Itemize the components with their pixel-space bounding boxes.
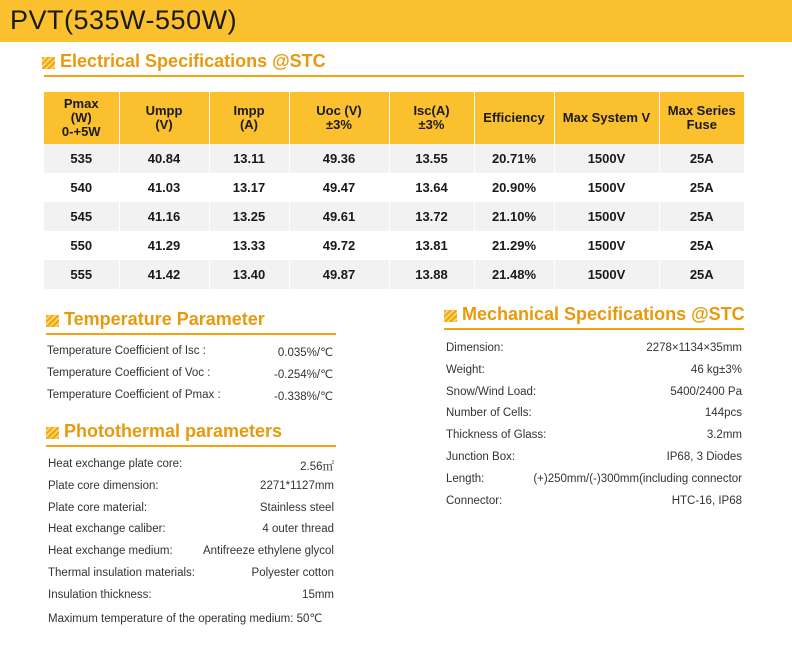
table-cell: 20.90%: [474, 173, 554, 202]
photothermal-value: Antifreeze ethylene glycol: [202, 545, 334, 558]
mechanical-heading: [444, 304, 745, 325]
table-cell: 21.48%: [474, 260, 554, 289]
table-row: [44, 173, 744, 202]
temperature-value: -0.338%/℃: [274, 391, 333, 403]
photothermal-label: Maximum temperature of the operating medium: 50℃: [48, 612, 323, 625]
electrical-table: [44, 92, 744, 289]
photothermal-label: Insulation thickness:: [48, 588, 152, 601]
column-header-line: (W): [70, 110, 92, 125]
table-cell: 25A: [659, 144, 744, 173]
table-cell: 1500V: [554, 231, 659, 260]
column-header-line: (A): [239, 117, 259, 132]
table-cell: 1500V: [554, 202, 659, 231]
column-header-line: Pmax: [63, 96, 99, 111]
mechanical-label: Length:: [446, 472, 485, 485]
table-cell: 25A: [659, 173, 744, 202]
table-cell: 13.88: [389, 260, 474, 289]
column-header: [209, 92, 289, 144]
column-header: [659, 92, 744, 144]
temperature-label: Temperature Coefficient of Voc :: [47, 367, 211, 379]
photothermal-label: Plate core material:: [48, 501, 148, 514]
table-cell: 41.03: [119, 173, 209, 202]
table-cell: 13.72: [389, 202, 474, 231]
temperature-list: [47, 345, 335, 415]
column-header: [44, 92, 119, 144]
column-header-line: ±3%: [326, 117, 352, 132]
column-header: [119, 92, 209, 144]
temperature-heading: [46, 309, 265, 330]
table-cell: 21.10%: [474, 202, 554, 231]
column-header-line: Fuse: [686, 117, 717, 132]
photothermal-value: 2.56㎡: [300, 461, 334, 473]
electrical-rule: [44, 75, 744, 77]
table-cell: 13.40: [209, 260, 289, 289]
table-cell: 550: [44, 231, 119, 260]
mechanical-label: Number of Cells:: [446, 407, 532, 420]
table-cell: 13.55: [389, 144, 474, 173]
photothermal-label: Heat exchange caliber:: [48, 523, 166, 536]
column-header-line: (V): [155, 117, 173, 132]
column-header-line: Uoc (V): [316, 103, 362, 118]
table-cell: 41.16: [119, 202, 209, 231]
column-header-line: ±3%: [418, 117, 445, 132]
table-header-row: [44, 92, 744, 144]
temperature-label: Temperature Coefficient of Pmax :: [47, 389, 221, 401]
mechanical-heading-text: Mechanical Specifications @STC: [462, 304, 745, 324]
mechanical-list: [446, 342, 742, 512]
table-cell: 21.29%: [474, 231, 554, 260]
photothermal-list: [48, 458, 335, 628]
mechanical-value: 3.2mm: [706, 429, 742, 442]
table-cell: 49.87: [289, 260, 389, 289]
temperature-rule: [46, 333, 336, 335]
mechanical-label: Connector:: [446, 494, 503, 507]
mechanical-value: IP68, 3 Diodes: [666, 451, 742, 463]
column-header: [554, 92, 659, 144]
column-header-line: Efficiency: [483, 110, 545, 125]
table-row: [44, 231, 744, 260]
table-cell: 13.25: [209, 202, 289, 231]
table-row: [44, 260, 744, 289]
table-body: [44, 144, 744, 289]
table-cell: 41.42: [119, 260, 209, 289]
table-cell: 545: [44, 202, 119, 231]
mechanical-label: Junction Box:: [446, 451, 516, 463]
photothermal-label: Heat exchange plate core:: [48, 458, 183, 470]
column-header: [289, 92, 389, 144]
table-cell: 49.36: [289, 144, 389, 173]
table-cell: 1500V: [554, 260, 659, 289]
photothermal-rule: [46, 445, 336, 447]
table-cell: 20.71%: [474, 144, 554, 173]
column-header: [389, 92, 474, 144]
table-cell: 25A: [659, 202, 744, 231]
table-cell: 49.47: [289, 173, 389, 202]
page-title: PVT(535W-550W): [10, 5, 238, 35]
table-row: [44, 202, 744, 231]
table-cell: 1500V: [554, 173, 659, 202]
table-cell: 13.64: [389, 173, 474, 202]
photothermal-label: Thermal insulation materials:: [48, 567, 196, 579]
section-icon: [46, 425, 60, 439]
mechanical-value: (+)250mm/(-)300mm(including connector: [533, 472, 742, 485]
section-icon: [46, 313, 60, 327]
table-cell: 25A: [659, 260, 744, 289]
title-bar: [0, 0, 792, 42]
column-header-line: 0-+5W: [61, 124, 101, 139]
column-header-line: Impp: [233, 103, 265, 118]
table-cell: 13.33: [209, 231, 289, 260]
table-cell: 49.72: [289, 231, 389, 260]
table-cell: 49.61: [289, 202, 389, 231]
temperature-value: 0.035%/℃: [277, 347, 333, 359]
mechanical-value: 46 kg±3%: [690, 363, 742, 376]
table-cell: 535: [44, 144, 119, 173]
mechanical-label: Dimension:: [446, 342, 504, 354]
mechanical-value: 2278×1134×35mm: [646, 342, 742, 354]
mechanical-label: Weight:: [446, 363, 485, 376]
photothermal-value: Stainless steel: [259, 501, 334, 514]
photothermal-label: Heat exchange medium:: [48, 545, 173, 558]
table-cell: 540: [44, 173, 119, 202]
table-cell: 41.29: [119, 231, 209, 260]
photothermal-heading: [46, 421, 282, 442]
table-row: [44, 144, 744, 173]
column-header-line: Isc(A): [413, 103, 450, 118]
mechanical-rule: [444, 328, 744, 330]
table-cell: 13.81: [389, 231, 474, 260]
mechanical-value: 5400/2400 Pa: [670, 385, 742, 398]
photothermal-value: 2271*1127mm: [260, 479, 334, 492]
photothermal-value: 4 outer thread: [262, 523, 334, 536]
photothermal-heading-text: Photothermal parameters: [64, 421, 283, 441]
table-cell: 25A: [659, 231, 744, 260]
column-header-line: Max Series: [667, 103, 736, 118]
table-cell: 13.11: [209, 144, 289, 173]
electrical-heading-text: Electrical Specifications @STC: [60, 51, 326, 71]
temperature-label: Temperature Coefficient of Isc :: [47, 345, 206, 357]
table-cell: 1500V: [554, 144, 659, 173]
mechanical-value: 144pcs: [704, 407, 742, 420]
photothermal-value: Polyester cotton: [251, 567, 334, 579]
table-cell: 40.84: [119, 144, 209, 173]
column-header: [474, 92, 554, 144]
mechanical-value: HTC-16, IP68: [671, 494, 742, 507]
table-cell: 13.17: [209, 173, 289, 202]
electrical-heading: [42, 51, 326, 72]
temperature-heading-text: Temperature Parameter: [64, 309, 265, 329]
mechanical-label: Thickness of Glass:: [446, 429, 547, 442]
temperature-value: -0.254%/℃: [274, 369, 333, 381]
column-header-line: Umpp: [145, 103, 183, 118]
photothermal-value: 15mm: [302, 588, 334, 601]
table-cell: 555: [44, 260, 119, 289]
column-header-line: Max System V: [562, 110, 651, 125]
photothermal-label: Plate core dimension:: [48, 479, 159, 492]
mechanical-label: Snow/Wind Load:: [446, 385, 537, 398]
section-icon: [42, 55, 56, 69]
section-icon: [444, 308, 458, 322]
